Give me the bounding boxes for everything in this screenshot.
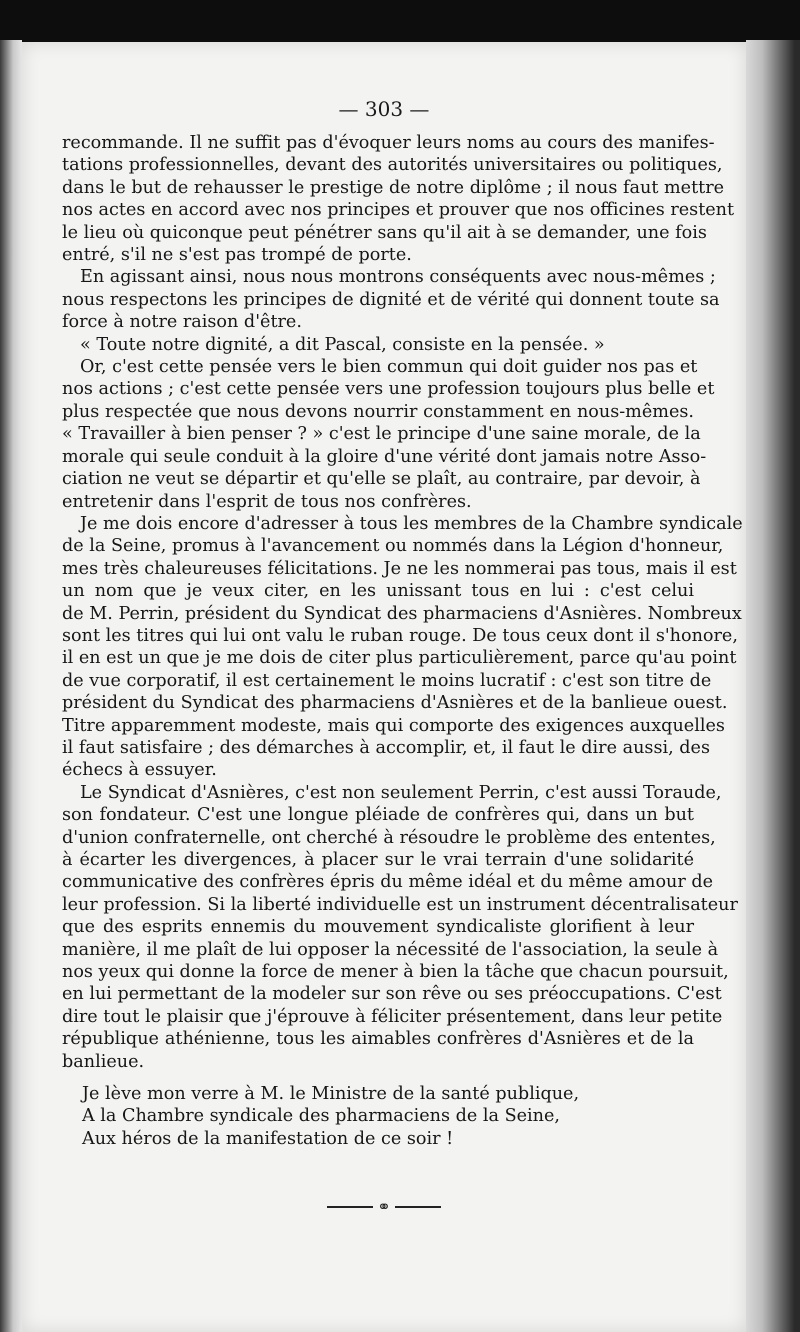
text-line: « Travailler à bien penser ? » c'est le principe d'une saine morale, de la: [62, 424, 701, 445]
text-line: morale qui seule conduit à la gloire d'une vérité dont jamais notre Asso-: [62, 446, 707, 467]
text-line: banlieue.: [62, 1051, 145, 1072]
ornament-flourish-icon: ⚭: [377, 1197, 391, 1216]
paragraph: [62, 356, 715, 513]
paragraph: [62, 132, 735, 266]
text-line: république athénienne, tous les aimables confrères d'Asnières et de la: [62, 1029, 694, 1050]
end-ornament: [22, 1199, 746, 1215]
text-line: un nom que je veux citer, en les unissant tous en lui : c'est celui: [62, 581, 694, 602]
book-fore-edge: [746, 40, 800, 1332]
text-line: Le Syndicat d'Asnières, c'est non seulement Perrin, c'est aussi Toraude,: [80, 782, 722, 803]
text-line: dans le but de rehausser le prestige de notre diplôme ; il nous faut mettre: [62, 177, 725, 198]
text-line: nos actes en accord avec nos principes et prouver que nos officines restent: [62, 200, 735, 221]
text-line: échecs à essuyer.: [62, 760, 217, 781]
text-line: entretenir dans l'esprit de tous nos confrères.: [62, 491, 472, 512]
text-line: dire tout le plaisir que j'éprouve à féliciter présentement, dans leur petite: [62, 1006, 723, 1027]
ornament-rule-right: [395, 1206, 441, 1208]
text-line: il faut satisfaire ; des démarches à accomplir, et, il faut le dire aussi, des: [62, 737, 710, 758]
toast-line: A la Chambre syndicale des pharmaciens de la Seine,: [82, 1106, 561, 1127]
book-page: [22, 42, 746, 1332]
text-line: de vue corporatif, il est certainement le moins lucratif : c'est son titre de: [62, 670, 712, 691]
text-line: à écarter les divergences, à placer sur le vrai terrain d'une solidarité: [62, 850, 694, 870]
text-line: En agissant ainsi, nous nous montrons conséquents avec nous-mêmes ;: [80, 267, 716, 288]
text-line: entré, s'il ne s'est pas trompé de porte.: [62, 245, 412, 266]
text-line: nos yeux qui donne la force de mener à bien la tâche que chacun poursuit,: [62, 962, 729, 983]
text-line: de la Seine, promus à l'avancement ou nommés dans la Légion d'honneur,: [62, 536, 724, 557]
text-line: son fondateur. C'est une longue pléiade de confrères qui, dans un but: [62, 805, 694, 826]
text-line: en lui permettant de la modeler sur son rêve ou ses préoccupations. C'est: [62, 984, 722, 1005]
text-line: d'union confraternelle, ont cherché à résoudre le problème des ententes,: [62, 827, 716, 848]
text-line: communicative des confrères épris du même idéal et du même amour de: [62, 872, 714, 893]
text-line: Je me dois encore d'adresser à tous les membres de la Chambre syndicale: [80, 513, 743, 534]
text-line: plus respectée que nous devons nourrir constamment en nous-mêmes.: [62, 401, 694, 422]
page-body: [62, 132, 743, 1150]
toast-line: Aux héros de la manifestation de ce soir !: [82, 1128, 454, 1149]
page-number: — 303 —: [338, 97, 430, 121]
text-line: manière, il me plaît de lui opposer la nécessité de l'association, la seule à: [62, 939, 719, 960]
paragraph: [62, 266, 720, 333]
text-line: mes très chaleureuses félicitations. Je ne les nommerai pas tous, mais il est: [62, 558, 737, 579]
paragraph: [62, 513, 743, 782]
text-line: nous respectons les principes de dignité et de vérité qui donnent toute sa: [62, 289, 720, 310]
ornament-rule-left: [327, 1206, 373, 1208]
text-line: leur profession. Si la liberté individuelle est un instrument décentralisateur: [62, 894, 738, 915]
text-line: président du Syndicat des pharmaciens d'Asnières et de la banlieue ouest.: [62, 693, 728, 714]
text-line: le lieu où quiconque peut pénétrer sans qu'il ait à se demander, une fois: [62, 222, 707, 243]
toast-stanza: [62, 1083, 694, 1150]
text-line: de M. Perrin, président du Syndicat des pharmaciens d'Asnières. Nombreux: [62, 603, 742, 624]
text-line: recommande. Il ne suffit pas d'évoquer leurs noms au cours des manifes-: [62, 133, 715, 153]
text-line: que des esprits ennemis du mouvement syndicaliste glorifient à leur: [62, 917, 694, 938]
text-line: Or, c'est cette pensée vers le bien commun qui doit guider nos pas et: [80, 357, 698, 378]
text-line: sont les titres qui lui ont valu le ruban rouge. De tous ceux dont il s'honore,: [62, 625, 738, 646]
paragraph: [62, 782, 738, 1073]
previous-page-edge: [0, 40, 22, 1332]
text-line: tations professionnelles, devant des autorités universitaires ou politiques,: [62, 155, 723, 176]
text-line: force à notre raison d'être.: [62, 312, 302, 333]
paragraph: [62, 334, 694, 356]
text-line: ciation ne veut se départir et qu'elle se plaît, au contraire, par devoir, à: [62, 469, 701, 490]
text-line: « Toute notre dignité, a dit Pascal, consiste en la pensée. »: [80, 334, 605, 355]
toast-line: Je lève mon verre à M. le Ministre de la santé publique,: [82, 1084, 580, 1105]
text-line: il en est un que je me dois de citer plus particulièrement, parce qu'au point: [62, 648, 737, 669]
text-line: Titre apparemment modeste, mais qui comporte des exigences auxquelles: [62, 715, 725, 736]
text-line: nos actions ; c'est cette pensée vers une profession toujours plus belle et: [62, 379, 715, 400]
